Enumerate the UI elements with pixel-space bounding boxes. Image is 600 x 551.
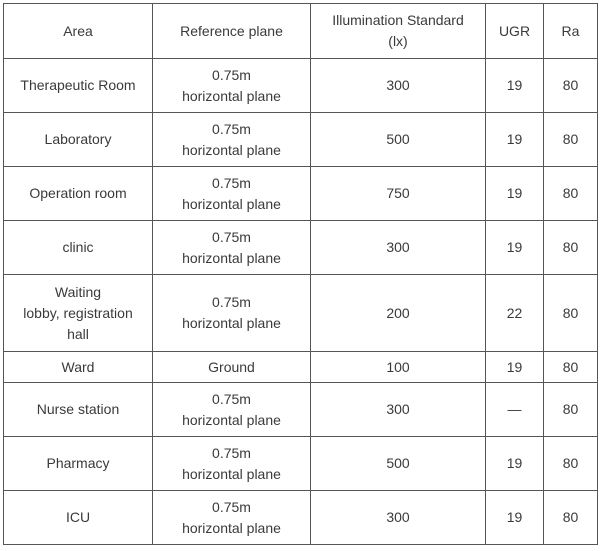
reference-plane-cell-line: horizontal plane [182, 315, 281, 331]
ra-cell: 80 [544, 352, 598, 383]
area-cell-line: Waiting [54, 283, 102, 300]
illumination-cell: 300 [311, 491, 486, 545]
reference-plane-cell [153, 383, 311, 437]
ugr-cell: 19 [486, 491, 544, 545]
ugr-cell: 22 [486, 275, 544, 352]
table-row [4, 275, 598, 352]
area-cell [4, 275, 153, 352]
reference-plane-cell-line: horizontal plane [182, 141, 281, 158]
ugr-cell: 19 [486, 167, 544, 221]
column-header-area: Area [4, 4, 153, 59]
reference-plane-cell [153, 275, 311, 352]
reference-plane-cell-line: 0.75m [212, 120, 251, 137]
reference-plane-cell-line: 0.75m [212, 228, 251, 245]
area-cell-line: Ward [61, 358, 95, 375]
reference-plane-cell [153, 167, 311, 221]
column-header-ugr: UGR [486, 4, 544, 59]
area-cell-line: Operation room [29, 185, 127, 201]
ra-cell: 80 [544, 275, 598, 352]
area-cell-line: clinic [62, 239, 94, 255]
ra-cell: 80 [544, 491, 598, 545]
table-header-row [4, 4, 598, 59]
ra-cell: 80 [544, 383, 598, 437]
area-cell [4, 59, 153, 113]
area-cell-line: Pharmacy [46, 455, 110, 471]
reference-plane-cell [153, 352, 311, 383]
ra-cell: 80 [544, 437, 598, 491]
ra-cell: 80 [544, 221, 598, 275]
area-cell [4, 491, 153, 545]
ugr-cell: 19 [486, 437, 544, 491]
column-header-reference-plane: Reference plane [153, 4, 311, 59]
illumination-header-line: Illumination Standard [332, 12, 464, 28]
illumination-cell: 100 [311, 352, 486, 383]
area-cell [4, 437, 153, 491]
ugr-cell: 19 [486, 352, 544, 383]
reference-plane-cell-line: 0.75m [212, 294, 251, 310]
reference-plane-cell-line: 0.75m [212, 66, 251, 83]
illumination-cell: 500 [311, 437, 486, 491]
reference-plane-cell [153, 113, 311, 167]
area-cell [4, 352, 153, 383]
column-header-ra: Ra [544, 4, 598, 59]
illumination-unit-label: (lx) [388, 33, 408, 49]
illumination-cell: 750 [311, 167, 486, 221]
table-body [4, 59, 598, 545]
reference-plane-cell-line: horizontal plane [182, 411, 281, 428]
ugr-cell: — [486, 383, 544, 437]
area-cell-line: Nurse station [36, 401, 120, 417]
area-cell-line: ICU [65, 509, 91, 525]
reference-plane-cell [153, 437, 311, 491]
table-row [4, 491, 598, 545]
area-cell-line: Laboratory [44, 131, 112, 147]
illumination-cell: 300 [311, 59, 486, 113]
ugr-cell: 19 [486, 113, 544, 167]
reference-plane-cell-line: Ground [208, 358, 255, 375]
area-cell [4, 113, 153, 167]
table-row [4, 383, 598, 437]
lighting-standards-table [3, 3, 598, 545]
area-cell-line: hall [67, 325, 89, 342]
ugr-cell: 19 [486, 221, 544, 275]
ra-cell: 80 [544, 113, 598, 167]
table-row [4, 221, 598, 275]
table-row [4, 59, 598, 113]
table-row [4, 437, 598, 491]
reference-plane-cell-line: 0.75m [212, 498, 251, 515]
area-cell [4, 167, 153, 221]
table-row [4, 167, 598, 221]
illumination-cell: 500 [311, 113, 486, 167]
ra-cell: 80 [544, 167, 598, 221]
reference-plane-cell-line: horizontal plane [182, 465, 281, 482]
table-row [4, 113, 598, 167]
illumination-cell: 300 [311, 383, 486, 437]
illumination-cell: 300 [311, 221, 486, 275]
area-cell-line: lobby, registration [23, 304, 133, 321]
column-header-illumination-standard [311, 4, 486, 59]
illumination-cell: 200 [311, 275, 486, 352]
table-row [4, 352, 598, 383]
area-cell-line: Therapeutic Room [20, 77, 136, 93]
reference-plane-cell-line: 0.75m [212, 174, 251, 191]
ugr-cell: 19 [486, 59, 544, 113]
reference-plane-cell [153, 491, 311, 545]
ra-cell: 80 [544, 59, 598, 113]
reference-plane-cell-line: horizontal plane [182, 249, 281, 266]
reference-plane-cell-line: horizontal plane [182, 87, 281, 104]
reference-plane-cell-line: 0.75m [212, 390, 251, 407]
area-cell [4, 221, 153, 275]
reference-plane-cell [153, 221, 311, 275]
reference-plane-cell-line: horizontal plane [182, 519, 281, 536]
reference-plane-cell [153, 59, 311, 113]
area-cell [4, 383, 153, 437]
reference-plane-cell-line: horizontal plane [182, 195, 281, 212]
reference-plane-cell-line: 0.75m [212, 444, 251, 461]
